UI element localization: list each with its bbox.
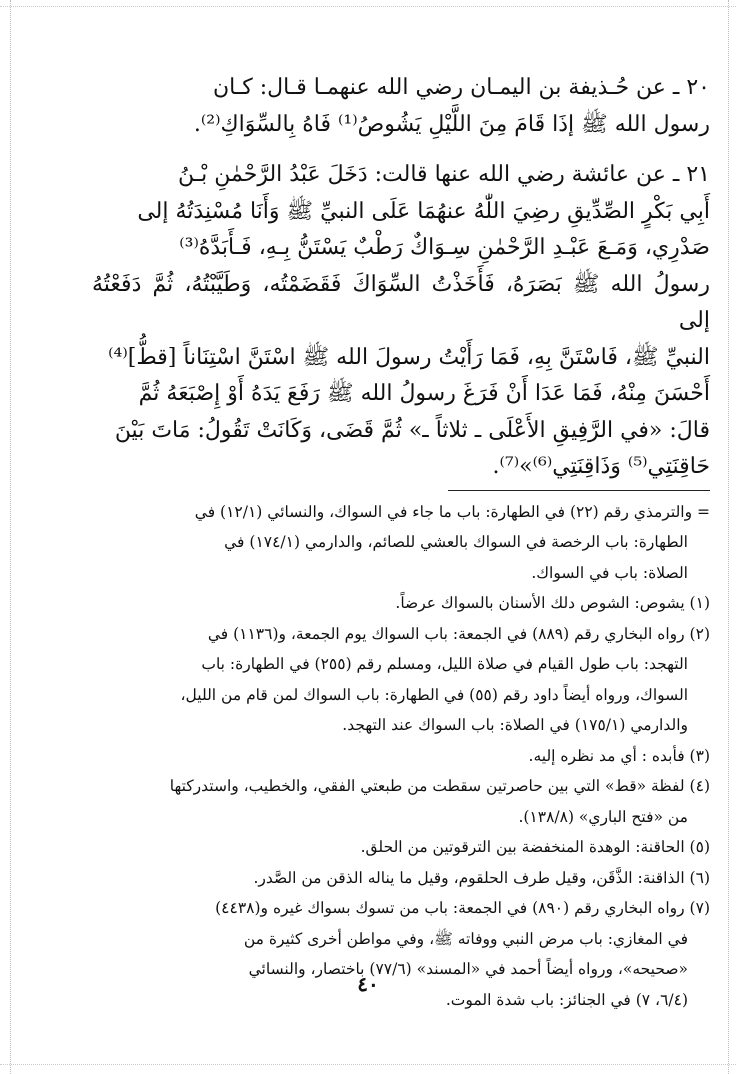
scan-guide-line bbox=[728, 0, 729, 1074]
hadith-21-line: رسولُ الله ﷺ بَصَرَهُ، فَأَخَذْتُ السِّوَاكَ فَقَضَمْتُه، وَطَيَّبْتُهُ، ثُمَّ دَفَعْتُهُ إلى bbox=[92, 271, 710, 333]
footnote-line: «صحيحه»، ورواه أيضاً أحمد في «المسند» (٧٧/٦) باختصار، والنسائي bbox=[248, 960, 688, 978]
footnote-line: الطهارة: باب الرخصة في السواك بالعشي للصائم، والدارمي (١٧٤/١) في bbox=[224, 533, 688, 551]
footnote-separator bbox=[448, 490, 710, 491]
hadith-21-line: أَحْسَنَ مِنْهُ، فَمَا عَدَا أَنْ فَرَغَ رسولُ الله ﷺ رَفَعَ يَدَهُ أَوْ إِصْبَعَهُ ثُمَّ bbox=[138, 381, 710, 406]
footnote-line: (٥) الحاقنة: الوهدة المنخفضة بين الترقوتين من الحلق. bbox=[360, 838, 710, 856]
footnote-line: والدارمي (١٧٥/١) في الصلاة: باب السواك عند التهجد. bbox=[342, 716, 688, 734]
hadith-21-line: صَدْرِي، وَمَـعَ عَبْـدِ الرَّحْمٰنِ سِـوَاكٌ رَطْبٌ يَسْتَنُّ بِـهِ، فَـأَبَدَّهُ⁽³⁾ bbox=[179, 235, 710, 260]
footnote-line: (٣) فأبده : أي مد نظره إليه. bbox=[528, 746, 710, 765]
scan-guide-line bbox=[10, 0, 11, 1074]
footnote-line: من «فتح الباري» (١٣٨/٨). bbox=[518, 807, 688, 826]
footnote-line: في المغازي: باب مرض النبي ووفاته ﷺ، وفي مواطن أخرى كثيرة من bbox=[243, 929, 688, 948]
footnote-line: الصلاة: باب في السواك. bbox=[531, 563, 688, 582]
footnotes bbox=[92, 497, 710, 1016]
hadith-21-line: ٢١ ـ عن عائشة رضي الله عنها قالت: دَخَلَ عَبْدُ الرَّحْمٰنِ بْـنُ bbox=[177, 162, 710, 187]
footnote-line: = والترمذي رقم (٢٢) في الطهارة: باب ما جاء في السواك، والنسائي (١٢/١) في bbox=[194, 502, 710, 521]
hadith-21-line: النبيِّ ﷺ، فَاسْتَنَّ بِهِ، فَمَا رَأَيْتُ رسولَ الله ﷺ اسْتَنَّ اسْتِنَاناً [قطُّ]⁽⁴⁾ bbox=[108, 344, 710, 370]
footnote-line: (٧) رواه البخاري رقم (٨٩٠) في الجمعة: باب من تسوك بسواك غيره و(٤٤٣٨) bbox=[215, 899, 710, 917]
hadith-21-line: حَاقِنَتِي⁽⁵⁾ وَذَاقِنَتِي⁽⁶⁾»⁽⁷⁾. bbox=[492, 454, 710, 479]
scan-guide-line bbox=[0, 1064, 736, 1065]
footnote-line: (٢) رواه البخاري رقم (٨٨٩) في الجمعة: باب السواك يوم الجمعة، و(١١٣٦) في bbox=[207, 624, 710, 643]
footnote-line: (٦/٤، ٧) في الجنائز: باب شدة الموت. bbox=[445, 990, 688, 1009]
footnote-line: (١) يشوص: الشوص دلك الأسنان بالسواك عرضاً. bbox=[395, 594, 710, 612]
hadith-21-line: أَبِي بَكْرٍ الصِّدِّيقِ رضِيَ اللّٰهُ عنهُمَا عَلَى النبيِّ ﷺ وَأَنَا مُسْنِدَتُهُ إلى bbox=[137, 198, 710, 224]
page-number: ٤٠ bbox=[357, 972, 379, 996]
hadith-21 bbox=[92, 157, 710, 486]
hadith-21-line: قالَ: «في الرَّفِيقِ الأَعْلَى ـ ثلاثاً ـ» ثُمَّ قَضَى، وَكَانَتْ تَقُولُ: مَاتَ بَيْنَ bbox=[114, 417, 710, 443]
footnote-line: (٤) لفظة «قط» التي بين حاصرتين سقطت من طبعتي الفقي، والخطيب، واستدركتها bbox=[169, 777, 710, 795]
footnote-line: (٦) الذاقنة: الذَّقَن، وقيل طرف الحلقوم، وقيل ما يناله الذقن من الصَّدر. bbox=[253, 868, 710, 887]
page-content bbox=[92, 70, 710, 1015]
footnote-line: السواك، ورواه أيضاً داود رقم (٥٥) في الطهارة: باب السواك لمن قام من الليل، bbox=[180, 685, 688, 704]
footnote-line: التهجد: باب طول القيام في صلاة الليل، ومسلم رقم (٢٥٥) في الطهارة: باب bbox=[201, 655, 688, 673]
hadith-20-line: رسول الله ﷺ إذَا قَامَ مِنَ اللَّيْلِ يَشُوصُ⁽¹⁾ فَاهُ بِالسِّوَاكِ⁽²⁾. bbox=[193, 111, 710, 137]
hadith-20 bbox=[92, 70, 710, 143]
scan-guide-line bbox=[0, 6, 736, 7]
hadith-20-line: ٢٠ ـ عن حُـذيفة بن اليمـان رضي الله عنهمـا قـال: كـان bbox=[212, 75, 710, 100]
